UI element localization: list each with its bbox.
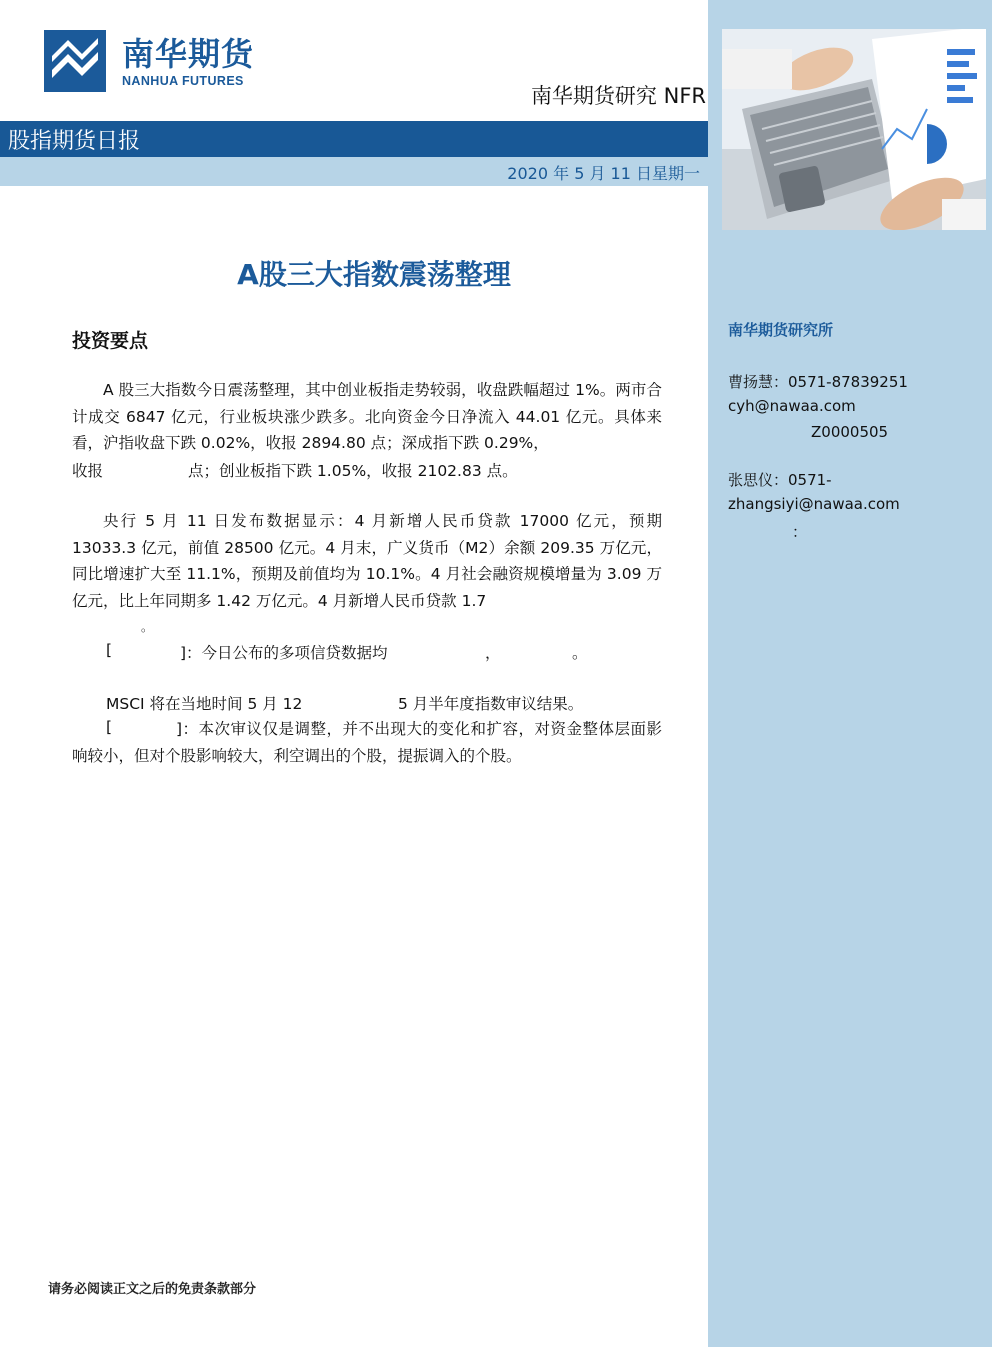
company-logo	[44, 30, 264, 94]
analyst2-email: zhangsiyi@nawaa.com	[728, 495, 900, 513]
comment1-text: ]：今日公布的多项信贷数据均	[180, 644, 388, 662]
analyst1-cert: Z0000505	[811, 423, 889, 441]
paragraph-msci-b: 5 月半年度指数审议结果。	[398, 695, 584, 713]
logo-english-name: NANHUA FUTURES	[122, 74, 244, 88]
paragraph-credit-data: 央行 5 月 11 日发布数据显示：4 月新增人民币贷款 17000 亿元，预期 13033.3 亿元，前值 28500 亿元。4 月末，广义货币（M2）余额 209.35 万亿元，同比增速扩大至 11.1%，预期及前值均为 10.1%。4 月社会融资规模增量为 3.09 万亿元，比上年同期多 1.42 万亿元。4 月新增人民币贷款 1.7	[72, 512, 662, 610]
logo-chinese-name: 南华期货	[122, 35, 255, 73]
comment2-text: ]：本次审议仅是调整，并不出现大的变化和扩容，对资金整体层面影响较小，但对个股影响较大，利空调出的个股，提振调入的个股。	[72, 720, 662, 765]
paragraph-credit-data-tail: 。	[141, 620, 154, 634]
comment1-comma: ，	[485, 644, 501, 662]
nanhua-logo-icon	[44, 30, 106, 92]
disclaimer-footer: 请务必阅读正文之后的免责条款部分	[48, 1282, 257, 1297]
paragraph-msci-a: MSCI 将在当地时间 5 月 12	[106, 695, 303, 713]
analyst2-cert: ：	[792, 523, 808, 541]
analyst1-email: cyh@nawaa.com	[728, 397, 856, 415]
report-date: 2020 年 5 月 11 日星期一	[507, 164, 700, 183]
business-chart-photo	[722, 29, 986, 230]
analyst2-name-phone: 张思仪：0571-	[728, 471, 832, 489]
report-type: 股指期货日报	[8, 129, 141, 154]
comment1-open-bracket: [	[106, 641, 113, 659]
date-bar	[0, 157, 708, 186]
analyst1-name-phone: 曹扬慧：0571-87839251	[728, 373, 908, 391]
paragraph-market-summary-tail-a: 收报	[72, 462, 104, 480]
series-name: 南华期货研究 NFR	[530, 84, 706, 108]
comment1-end: 。	[572, 644, 588, 662]
section-heading: 投资要点	[72, 330, 149, 352]
page-title: A股三大指数震荡整理	[237, 258, 511, 291]
paragraph-market-summary-tail-b: 点；创业板指下跌 1.05%，收报 2102.83 点。	[188, 462, 518, 480]
report-type-bar	[0, 121, 708, 157]
sidebar-heading: 南华期货研究所	[728, 321, 834, 339]
comment2-open-bracket: [	[106, 718, 113, 736]
paragraph-market-summary: A 股三大指数今日震荡整理，其中创业板指走势较弱，收盘跌幅超过 1%。两市合计成交 6847 亿元，行业板块涨少跌多。北向资金今日净流入 44.01 亿元。具体来看，沪指收盘下跌 0.02%，收报 2894.80 点；深成指下跌 0.29%，	[72, 381, 662, 452]
